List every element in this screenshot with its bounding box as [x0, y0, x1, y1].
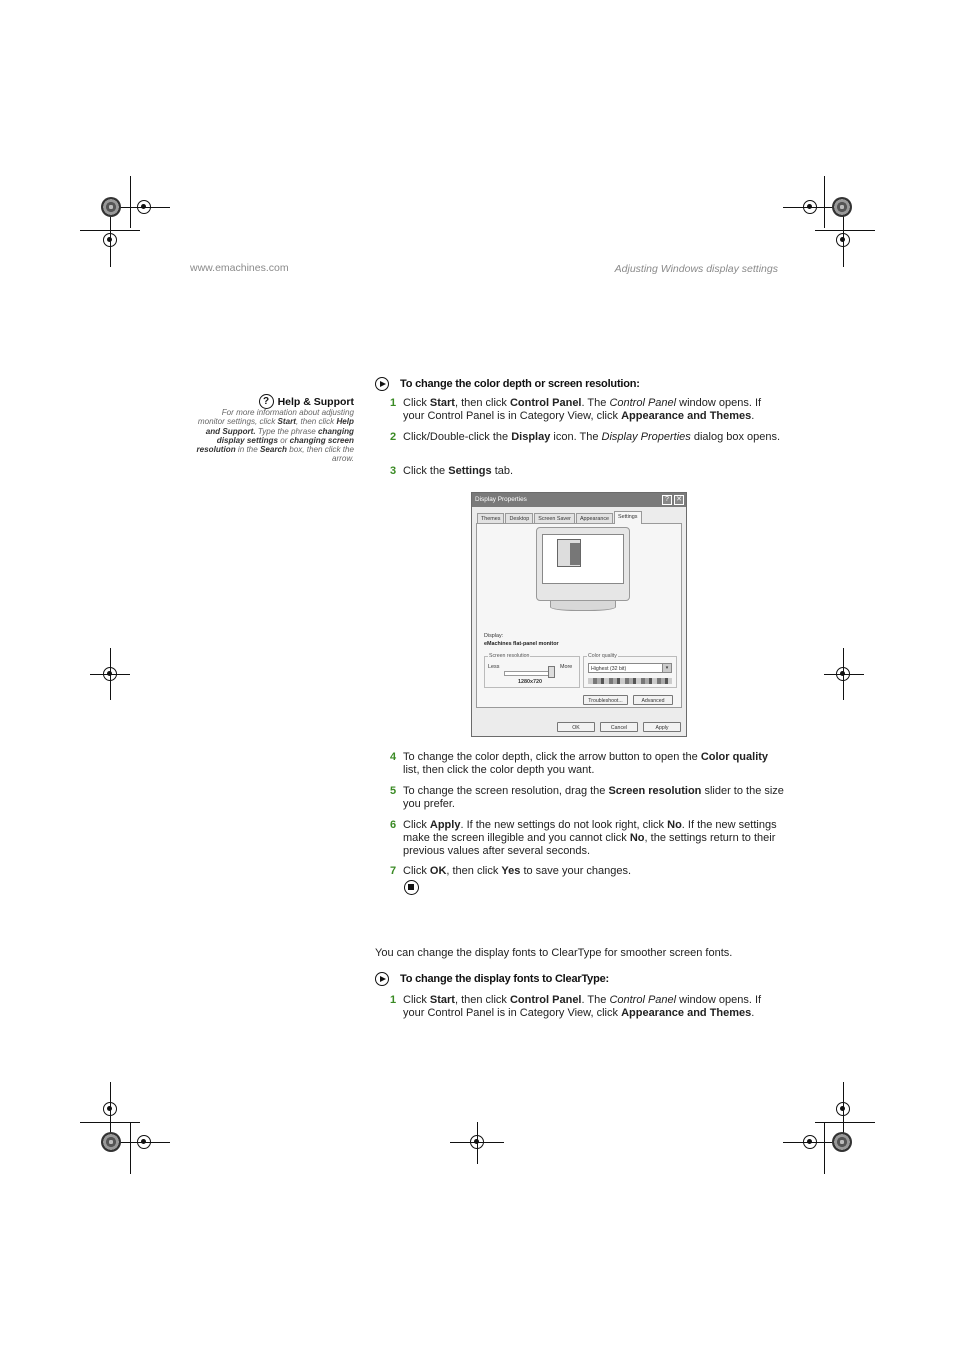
resolution-value: 1280x720 — [518, 679, 542, 685]
screen-resolution-slider-thumb[interactable] — [548, 666, 555, 678]
registration-target-icon — [103, 667, 117, 681]
tab-screen-saver[interactable]: Screen Saver — [534, 513, 575, 524]
registration-disc-icon — [101, 197, 121, 217]
step-item: 2 Click/Double-click the Display icon. The Display Properties dialog box opens. — [390, 431, 781, 443]
color-preview-bar — [588, 678, 672, 684]
help-question-icon: ? — [259, 394, 274, 409]
registration-disc-icon — [101, 1132, 121, 1152]
header-section-title: Adjusting Windows display settings — [614, 263, 778, 275]
display-value: eMachines flat-panel monitor — [484, 641, 559, 647]
crop-mark — [130, 176, 131, 228]
display-properties-dialog — [471, 492, 687, 737]
help-support-title — [259, 394, 354, 409]
step-item: 7 Click OK, then click Yes to save your changes. — [390, 865, 632, 877]
registration-target-icon — [470, 1135, 484, 1149]
monitor-stand — [550, 601, 616, 611]
tab-settings[interactable]: Settings — [614, 511, 641, 524]
ok-button[interactable]: OK — [557, 722, 595, 732]
registration-target-icon — [137, 1135, 151, 1149]
header-website: www.emachines.com — [190, 262, 289, 274]
procedure-heading — [375, 377, 640, 391]
screen-resolution-group — [484, 653, 580, 688]
troubleshoot-button[interactable]: Troubleshoot... — [583, 695, 628, 705]
dialog-title: Display Properties — [475, 496, 527, 503]
cleartype-intro: You can change the display fonts to ClearType for smoother screen fonts. — [375, 947, 733, 959]
dialog-title-bar — [472, 493, 686, 507]
color-quality-select[interactable] — [588, 663, 672, 673]
registration-target-icon — [103, 233, 117, 247]
crop-mark — [824, 1122, 825, 1174]
step-item: 6 Click Apply. If the new settings do not look right, click No. If the new settings make the screen illegible and you cannot click No, the settings return to their previous values after several seconds. — [390, 819, 777, 857]
advanced-button[interactable]: Advanced — [633, 695, 673, 705]
tab-desktop[interactable]: Desktop — [505, 513, 533, 524]
screen-resolution-slider[interactable] — [504, 671, 550, 676]
help-title-text: Help & Support — [277, 395, 354, 408]
step-item: 1 Click Start, then click Control Panel. The Control Panel window opens. If your Control Panel is in Category View, click Appearance and Themes. — [390, 994, 762, 1019]
registration-target-icon — [836, 1102, 850, 1116]
tab-appearance[interactable]: Appearance — [576, 513, 613, 524]
chevron-down-icon[interactable]: ▾ — [662, 664, 671, 672]
registration-target-icon — [836, 667, 850, 681]
registration-target-icon — [803, 1135, 817, 1149]
step-item: 4 To change the color depth, click the arrow button to open the Color quality list, then click the color depth you want. — [390, 751, 769, 776]
screen-resolution-label: Screen resolution — [489, 653, 530, 659]
color-quality-value: Highest (32 bit) — [591, 666, 627, 672]
help-support-body: For more information about adjusting monitor settings, click Start, then click Help and Support. Type the phrase changing display settings or changing screen resolution in the Search box, then click the arrow. — [196, 408, 354, 464]
display-label: Display: — [484, 633, 504, 639]
crop-mark — [815, 230, 875, 231]
apply-button[interactable]: Apply — [643, 722, 681, 732]
registration-disc-icon — [832, 197, 852, 217]
procedure-heading-text: To change the display fonts to ClearType: — [400, 973, 609, 985]
dialog-close-button[interactable]: ✕ — [674, 495, 684, 505]
monitor-screen — [542, 534, 624, 584]
step-item: 1 Click Start, then click Control Panel. The Control Panel window opens. If your Control Panel is in Category View, click Appearance and Themes. — [390, 397, 762, 422]
procedure-end-icon — [404, 880, 419, 895]
step-item: 3 Click the Settings tab. — [390, 465, 514, 477]
preview-menu — [570, 543, 580, 565]
registration-target-icon — [137, 200, 151, 214]
settings-panel — [476, 523, 682, 708]
dialog-help-button[interactable]: ? — [662, 495, 672, 505]
cancel-button[interactable]: Cancel — [600, 722, 638, 732]
registration-disc-icon — [832, 1132, 852, 1152]
procedure-heading — [375, 972, 609, 986]
procedure-start-icon — [375, 972, 389, 986]
crop-mark — [130, 1122, 131, 1174]
registration-target-icon — [103, 1102, 117, 1116]
procedure-heading-text: To change the color depth or screen resolution: — [400, 378, 640, 390]
slider-less-label: Less — [488, 664, 500, 670]
color-quality-group — [583, 653, 677, 688]
registration-target-icon — [803, 200, 817, 214]
color-quality-label: Color quality — [588, 653, 617, 659]
slider-more-label: More — [560, 664, 573, 670]
procedure-start-icon — [375, 377, 389, 391]
monitor-preview — [536, 527, 630, 601]
registration-target-icon — [836, 233, 850, 247]
step-item: 5 To change the screen resolution, drag the Screen resolution slider to the size you prefer. — [390, 785, 784, 810]
crop-mark — [824, 176, 825, 228]
tab-themes[interactable]: Themes — [477, 513, 504, 524]
